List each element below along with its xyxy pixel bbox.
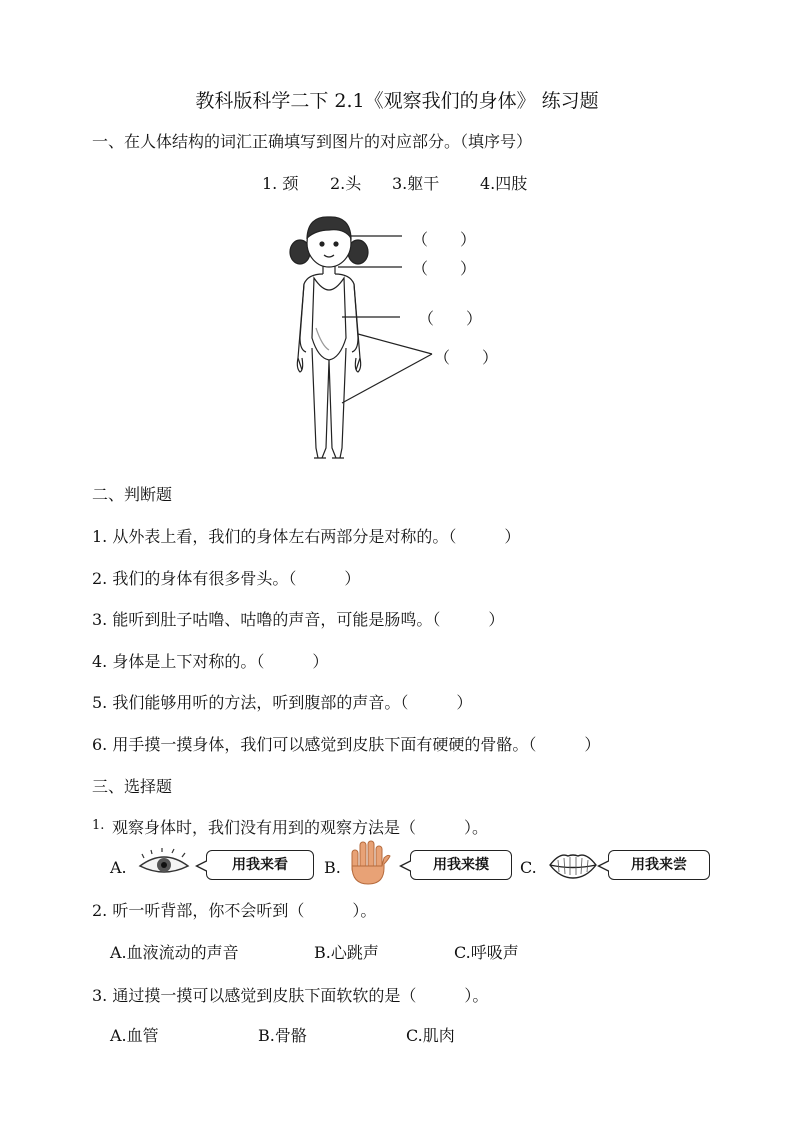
blank-2[interactable]: （ ） [412, 259, 477, 278]
q3-option-b: B.骨骼 [258, 1026, 307, 1045]
hand-icon [344, 838, 392, 886]
bubble-see: 用我来看 [206, 850, 314, 880]
section1-heading: 一、在人体结构的词汇正确填写到图片的对应部分。（填序号） [92, 132, 533, 151]
option-c-letter: C. [520, 858, 537, 877]
term-neck: 1. 颈 [262, 174, 299, 193]
judge-item-6: 6. 用手摸一摸身体，我们可以感觉到皮肤下面有硬硬的骨骼。（ ） [92, 735, 601, 754]
judge-item-4: 4. 身体是上下对称的。（ ） [92, 652, 329, 671]
choice-q1-num: 1. [92, 818, 105, 833]
term-trunk: 3.躯干 [392, 174, 440, 193]
choice-q2-text: 2. 听一听背部，你不会听到（ ）。 [92, 901, 377, 920]
term-head: 2.头 [330, 174, 362, 193]
option-b-letter: B. [324, 858, 341, 877]
judge-item-2: 2. 我们的身体有很多骨头。（ ） [92, 569, 361, 588]
q3-option-c: C.肌肉 [406, 1026, 455, 1045]
judge-item-3: 3. 能听到肚子咕噜、咕噜的声音，可能是肠鸣。（ ） [92, 610, 505, 629]
q3-option-a: A.血管 [110, 1026, 159, 1045]
q2-option-a: A.血液流动的声音 [110, 943, 239, 962]
choice-q1-text: 观察身体时，我们没有用到的观察方法是（ ）。 [112, 818, 489, 837]
option-a-letter: A. [110, 858, 127, 877]
lips-icon [548, 850, 598, 880]
judge-item-1: 1. 从外表上看，我们的身体左右两部分是对称的。（ ） [92, 527, 521, 546]
choice-q3-text: 3. 通过摸一摸可以感觉到皮肤下面软软的是（ ）。 [92, 986, 489, 1005]
term-limbs: 4.四肢 [480, 174, 528, 193]
blank-1[interactable]: （ ） [412, 230, 477, 249]
blank-4[interactable]: （ ） [434, 348, 499, 367]
section3-heading: 三、选择题 [92, 777, 173, 796]
body-figure [286, 208, 516, 463]
bubble-taste: 用我来尝 [608, 850, 710, 880]
bubble-touch: 用我来摸 [410, 850, 512, 880]
swimsuit [312, 278, 346, 360]
blank-3[interactable]: （ ） [418, 309, 483, 328]
judge-item-5: 5. 我们能够用听的方法，听到腹部的声音。（ ） [92, 693, 473, 712]
eye-icon [138, 848, 190, 880]
section2-heading: 二、判断题 [92, 485, 173, 504]
q2-option-b: B.心跳声 [314, 943, 379, 962]
page-title: 教科版科学二下 2.1《观察我们的身体》 练习题 [195, 90, 599, 112]
q2-option-c: C.呼吸声 [454, 943, 519, 962]
